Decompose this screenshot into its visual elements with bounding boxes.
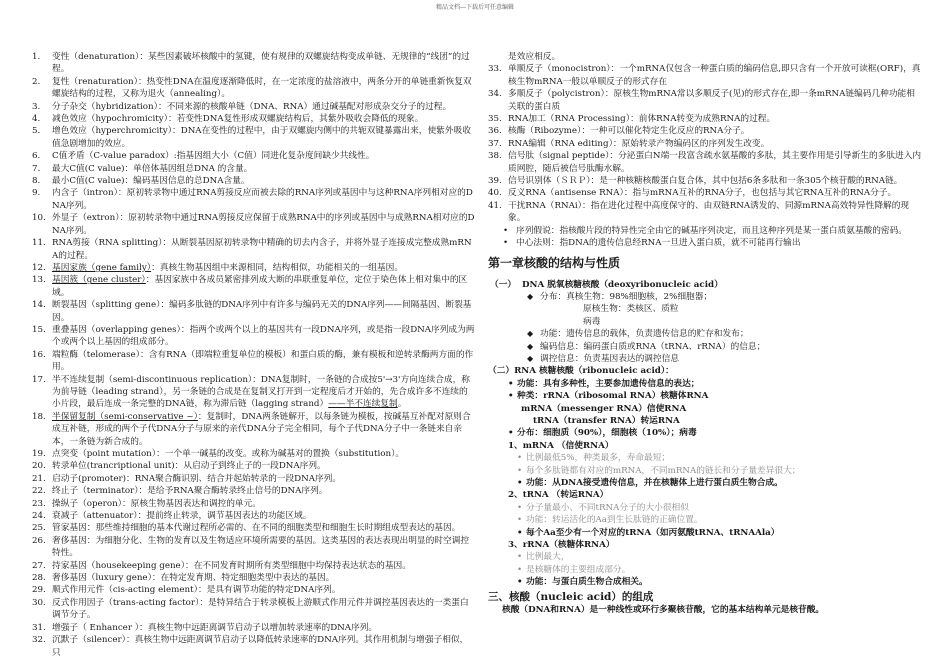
item-number: 13. (32, 275, 46, 286)
bullet-icon (517, 452, 522, 464)
rna-point (486, 390, 922, 427)
rna-type-point-text: 每个多肽链都有对应的mRNA，不同mRNA的链长和分子量差异很大； (526, 465, 801, 476)
diamond-icon (527, 353, 533, 365)
item-definition: 断裂基因（splitting gene）：编码多肽链的DNA序列中有许多与编码无关的DNA序列——间隔基因、断裂基因。 (52, 300, 472, 323)
dna-point-line (486, 328, 922, 340)
item-definition: 信号肽（signal peptide）：分泌蛋白N端一段富含疏水氨基酸的多肽，其主要作用是引导新生的多肽进入内质网腔，随后被信号肽酶水解。 (508, 151, 922, 174)
item-number: 31. (32, 622, 46, 633)
item-definition: 奢侈基因：为细胞分化、生物的发育以及生物适应环境所需要的基因。这类基因的表达表现出明显的时空调控特性。 (52, 535, 469, 559)
rna-type-title: 3、rRNA（核糖体RNA） (508, 540, 615, 551)
item-definition: 外显子（extron）：原初转录物中通过RNA剪接反应保留于成熟RNA中的序列或基因中与成熟RNA相对应的DNA序列。 (52, 213, 475, 236)
rna-section-title: （二）RNA 核糖核酸（ribonucleic acid）： (488, 366, 674, 377)
rna-type-title: 1、mRNA （信使RNA） (508, 440, 614, 451)
rna-type-block (486, 489, 922, 539)
item-number: 23. (32, 498, 46, 509)
item-number: 11. (32, 238, 46, 249)
rna-type-block (486, 539, 922, 589)
item-definition: 信号识别体（ＳＲＰ）：是一种核糖核酸蛋白复合体，其中包括6条多肽和一条305个核苷酸的RNA链。 (508, 176, 903, 187)
rna-point-list (486, 378, 922, 440)
glossary-item (486, 113, 922, 125)
bullet-icon (508, 378, 514, 390)
item-number: 33. (488, 64, 502, 75)
item-number: 8. (32, 176, 41, 187)
glossary-item (486, 138, 922, 150)
bullet-icon (517, 576, 523, 588)
rna-type-point-text: 是核糖体的主要组成部分。 (526, 564, 631, 575)
dna-point-text: 编码信息：编码蛋白质或RNA（tRNA、rRNA）的信息； (540, 341, 766, 352)
glossary-item (30, 324, 475, 349)
bullet-icon (517, 465, 522, 477)
item-definition: 最小C值(C value)：编码基因信息的总DNA含量。 (52, 176, 250, 187)
glossary-item (30, 498, 475, 510)
glossary-item (30, 597, 475, 622)
rna-point-text: 种类：rRNA（ribosomal RNA）核糖体RNA (517, 391, 709, 402)
rna-point-continuation: tRNA（transfer RNA）转运RNA (533, 415, 680, 426)
rna-type-block (486, 440, 922, 490)
rna-type-point (486, 514, 922, 526)
dna-point-text: 功能：遗传信息的载体，负责遗传信息的贮存和发布； (540, 329, 749, 340)
item-number: 19. (32, 449, 46, 459)
item-number: 9. (32, 188, 41, 199)
glossary-item (30, 187, 475, 212)
bullet-icon (517, 502, 522, 514)
bullet-icon (503, 225, 508, 237)
item-number: 30. (32, 597, 46, 608)
definition-text: ：复制时，DNA两条链解开，以每条链为模板，按碱基互补配对原则合成互补链，形成的两个子代DNA分子与原来的亲代DNA分子完全相同，每个子代DNA分子中一条链来自亲本，一条链为新合成的。 (52, 411, 471, 447)
rna-type-point (486, 527, 922, 539)
item-definition: 变性（denaturation）：某些因素破坏核酸中的氢键，使有规律的双螺旋结构变成单链、无规律的“线团”的过程。 (52, 52, 470, 75)
item-number: 6. (32, 151, 41, 162)
right-column (486, 51, 922, 616)
item-number: 18. (32, 411, 46, 422)
glossary-item (30, 622, 475, 634)
item-number: 16. (32, 349, 46, 360)
diamond-icon (527, 328, 533, 340)
item-number: 28. (32, 573, 46, 584)
item-definition: 复性（renaturation）：热变性DNA在温度逐渐降低时，在一定浓度的盐溶液中，两条分开的单链重新恢复双螺旋结构的过程，又称为退火（annealing）。 (52, 76, 472, 100)
item-definition: 最大C值(C value)：单倍体基因组总DNA 的含量。 (52, 163, 253, 174)
item-definition: RNA加工（RNA Processing）：前体RNA转变为成熟RNA的过程。 (508, 114, 776, 125)
glossary-item (486, 175, 922, 187)
item-definition (52, 262, 475, 274)
dna-point (486, 291, 922, 328)
glossary-item (30, 510, 475, 522)
composition-text: 核酸（DNA和RNA）是一种线性或环行多聚核苷酸，它的基本结构单元是核苷酸。 (502, 604, 825, 615)
page-header: 精品文档---下载后可任意编辑 (435, 4, 515, 11)
item-number: 7. (32, 163, 41, 174)
rna-section (486, 365, 922, 588)
rna-type-point (486, 452, 922, 464)
dna-point-continuation: 病毒 (583, 316, 601, 327)
glossary-item (486, 125, 922, 137)
glossary-item (30, 572, 475, 584)
rna-type-point (486, 576, 922, 588)
rna-point (486, 427, 922, 439)
glossary-item (30, 212, 475, 237)
dna-point (486, 328, 922, 340)
item-definition: RNA编辑（RNA editing）：原始转录产物编码区的序列发生改变。 (508, 138, 770, 149)
item-definition: 多顺反子（polycistron）：原核生物mRNA常以多顺反子(见)的形式存在,即一条mRNA链编码几种功能相关联的蛋白质 (508, 89, 915, 112)
rna-point-line (486, 378, 922, 390)
item-number: 22. (32, 486, 46, 497)
glossary-item (30, 175, 475, 187)
rna-type-point (486, 477, 922, 489)
definition-text: 。 (397, 399, 407, 410)
item-definition: 点突变（point mutation）：一个单一碱基的改变。或称为碱基对的置换（substitution）。 (52, 449, 405, 459)
rna-type-point-text: 分子量最小、不同tRNA分子的大小很相似 (526, 502, 689, 513)
rna-point-line (486, 427, 922, 439)
dna-section-label: （一） (490, 279, 517, 290)
glossary-item (30, 101, 475, 113)
item-definition: 增色效应（hyperchromicity）：DNA在变性的过程中，由于双螺旋内侧中的共轭双键暴露出来，使紫外吸收值急剧增加的效应。 (52, 126, 471, 149)
item-definition: RNA剪接（RNA splitting）：从断裂基因原初转录物中精确的切去内含子，并将外显子连接成完整成熟mRNA的过程。 (52, 238, 472, 261)
glossary-item (30, 113, 475, 125)
item-definition: 衰减子（attenuator）：提前终止转录，调节基因表达的功能区域。 (52, 511, 312, 522)
glossary-item (30, 485, 475, 497)
rna-type-point-text: 功能：从DNA接受遗传信息，并在核糖体上进行蛋白质生物合成。 (526, 478, 783, 488)
bullet-icon (508, 427, 514, 439)
item-number: 2. (32, 76, 41, 87)
bullet-icon (517, 514, 522, 526)
glossary-item (30, 51, 475, 76)
bullet-icon (517, 477, 523, 489)
item-number: 12. (32, 262, 46, 273)
rna-type-title: 2、tRNA （转运RNA） (508, 490, 609, 501)
rna-point (486, 378, 922, 390)
item-definition: 分子杂交（hybridization）：不同来源的核酸单链（DNA、RNA）通过碱基配对形成杂交分子的过程。 (52, 101, 452, 112)
item-number: 10. (32, 213, 46, 224)
left-column-glossary (30, 51, 475, 659)
bullet-icon (508, 390, 514, 402)
item-definition: 启动子(promoter)：RNA聚合酶识别、结合并起始转录的一段DNA序列。 (52, 473, 342, 484)
rna-type-point (486, 551, 922, 563)
item-number: 40. (488, 188, 502, 199)
glossary-item (30, 349, 475, 374)
right-column-glossary (486, 63, 922, 224)
dna-point-text: 调控信息：负责基因表达的调控信息 (540, 353, 679, 364)
bullet-icon (503, 237, 508, 249)
item-number: 36. (488, 126, 502, 137)
glossary-item (30, 448, 475, 460)
glossary-item (30, 237, 475, 262)
bullet-icon (517, 551, 522, 563)
item-number: 38. (488, 151, 502, 162)
note-text: 中心法则：指DNA的遗传信息经RNA一旦进入蛋白质，就不可能再行输出 (516, 238, 801, 249)
rna-type-point-text: 功能：转运活化的Aa到生长肽链的正确位置。 (526, 515, 703, 526)
bullet-icon (517, 564, 522, 576)
dna-point-continuation: 原核生物：类核区、质粒 (583, 304, 679, 315)
dna-point-line (486, 341, 922, 353)
item-number: 21. (32, 473, 46, 484)
item-definition: 反义RNA（antisense RNA）：指与mRNA互补的RNA分子，也包括与其它RNA互补的RNA分子。 (508, 188, 897, 199)
chapter-title: 第一章核酸的结构与性质 (488, 255, 621, 270)
glossary-item (30, 522, 475, 534)
item-number: 17. (32, 374, 46, 385)
glossary-item (30, 163, 475, 175)
dna-point-line (486, 291, 922, 303)
glossary-item (30, 374, 475, 411)
glossary-item (30, 535, 475, 560)
item-number: 20. (32, 461, 46, 472)
rna-type-point (486, 564, 922, 576)
dna-point-text: 分布：真核生物：98%细胞核，2%细胞器； (540, 291, 713, 302)
item-definition: C值矛盾（C-value paradox）:指基因组大小（C值）同进化复杂度间缺少共线性。 (52, 151, 375, 162)
item-number: 24. (32, 511, 46, 522)
item-number: 39. (488, 176, 502, 187)
item-definition: 终止子（terminator）：是给予RNA聚合酶转录终止信号的DNA序列。 (52, 486, 328, 497)
glossary-item (30, 150, 475, 162)
rna-type-point-text: 比例最大， (526, 552, 570, 563)
rna-type-point-text: 功能：与蛋白质生物合成相关。 (526, 577, 648, 588)
item-definition: 转录单位(trancriptional unit)：从启动子到终止子的一段DNA序列。 (52, 461, 326, 472)
note-item (486, 237, 922, 249)
notes-list (486, 225, 922, 250)
rna-point-continuation: mRNA（messenger RNA）信使RNA (521, 403, 687, 414)
rna-point-text: 功能：具有多种性，主要参加遗传信息的表达； (517, 378, 700, 389)
glossary-item (30, 125, 475, 150)
item-number: 5. (32, 126, 41, 137)
item-number: 26. (32, 535, 46, 546)
item-number: 32. (32, 635, 46, 646)
underlined-text: ——半不连续复制 (328, 399, 398, 410)
item-definition (52, 274, 475, 299)
underlined-text: 基因家族（gene family） (52, 262, 152, 273)
item-definition: 端粒酶（telomerase）：含有RNA（即端粒重复单位的模板）和蛋白质的酶，兼有模板和逆转录酶两方面的作用。 (52, 349, 474, 373)
glossary-item (30, 299, 475, 324)
definition-text: 半不连续复制（semi-discontinuous replication）：DNA复制时，一条链的合成按5'→3'方向连续合成，称为前导链（leading strand），另一条链的合成是在复制叉打开到一定程度后才开始的，先合成许多不连续的小片段，最后连成一条完整的DNA链，称为滞后链（lagging strand） (52, 374, 470, 410)
item-definition: 增强子（ Enhancer ）：真核生物中远距离调节启动子以增加转录速率的DNA序列。 (52, 622, 378, 633)
item-definition: 单顺反子（monocistron）：一个mRNA仅包含一种蛋白质的编码信息,即只含有一个开放可读框(ORF)，真核生物mRNA一般以单顺反子的形式存在 (508, 64, 921, 87)
item-definition: 奢侈基因（luxury gene）：在特定发育期、特定细胞类型中表达的基因。 (52, 573, 335, 584)
rna-type-list (486, 440, 922, 589)
item-number: 27. (32, 560, 46, 571)
note-item (486, 225, 922, 237)
item-number: 1. (32, 52, 41, 62)
item-number: 3. (32, 101, 41, 112)
item-definition: 反式作用因子（trans-acting factor）：是特异结合于转录模板上游顺式作用元件并调控基因表达的一类蛋白调节分子。 (52, 597, 469, 621)
glossary-item (30, 560, 475, 572)
dna-point-list (486, 291, 922, 365)
item-definition: 重叠基因（overlapping genes）：指两个或两个以上的基因共有一段DNA序列，或是指一段DNA序列成为两个或两个以上基因的组成部分。 (52, 324, 475, 348)
rna-point-text: 分布：细胞质（90%），细胞核（10%）；病毒 (517, 428, 697, 439)
glossary-item (486, 200, 922, 225)
item-definition: 沉默子（silencer）：真核生物中远距离调节启动子以降低转录速率的DNA序列。其作用机制与增强子相似，只 (52, 635, 469, 658)
rna-point-line (486, 390, 922, 402)
item-number: 29. (32, 585, 46, 596)
dna-point (486, 353, 922, 365)
glossary-item (30, 274, 475, 299)
glossary-item (30, 460, 475, 472)
item-number: 37. (488, 138, 502, 149)
item-number: 25. (32, 523, 46, 534)
item-number: 41. (488, 200, 502, 211)
dna-section (486, 279, 922, 366)
glossary-item (486, 187, 922, 199)
rna-type-point-text: 比例最低5%，种类最多，寿命最短； (526, 453, 671, 464)
glossary-item (30, 262, 475, 274)
underlined-text: 半保留复制（semi-conservative ~） (52, 411, 198, 422)
rna-type-point (486, 465, 922, 477)
dna-point (486, 341, 922, 353)
item-definition: 核酶（Ribozyme）：一种可以催化特定生化反应的RNA分子。 (508, 126, 750, 137)
item-definition: 操纵子（operon）：原核生物基因表达和调控的单元。 (52, 498, 261, 509)
item-definition: 持家基因（housekeeping gene）：在不同发育时期所有类型细胞中均保持表达状态的基因。 (52, 560, 411, 571)
item-definition: 内含子（intron）：原初转录物中通过RNA剪接反应而被去除的RNA序列或基因中与这种RNA序列相对应的DNA序列。 (52, 188, 473, 211)
glossary-item (30, 76, 475, 101)
continued-text: 是效应相反。 (508, 52, 561, 62)
definition-text: ：真核生物基因组中来源相同，结构相似，功能相关的一组基因。 (151, 262, 404, 273)
dna-section-title (486, 279, 922, 291)
item-number: 14. (32, 300, 46, 311)
note-text: 序列假说：指核酸片段的特异性完全由它的碱基序列决定，而且这种序列是某一蛋白质氨基酸的密码。 (516, 225, 907, 236)
rna-type-point (486, 502, 922, 514)
glossary-item (30, 411, 475, 448)
item-definition: 减色效应（hypochromicity）：若变性DNA复性形成双螺旋结构后，其紫外吸收会降低的现象。 (52, 114, 424, 125)
rna-type-point-text: 每个Aa至少有一个对应的tRNA（如丙氨酸tRNA、tRNAAla） (526, 527, 780, 538)
item-number: 4. (32, 114, 41, 125)
glossary-item (30, 584, 475, 596)
glossary-item (486, 63, 922, 88)
underlined-text: 基因簇（gene cluster） (52, 275, 146, 286)
dna-section-heading: DNA 脱氧核糖核酸（deoxyribonucleic acid） (522, 279, 723, 290)
item-number: 34. (488, 89, 502, 100)
item-definition (52, 411, 475, 448)
diamond-icon (527, 341, 533, 353)
glossary-item (30, 634, 475, 659)
glossary-item (486, 88, 922, 113)
item-definition (52, 374, 475, 411)
item-number: 15. (32, 324, 46, 335)
item-number: 35. (488, 114, 502, 125)
bullet-icon (517, 527, 523, 539)
glossary-item (30, 473, 475, 485)
item-definition: 顺式作用元件（cis-acting element）：是具有调节功能的特定DNA序列。 (52, 585, 341, 596)
diamond-icon (527, 291, 533, 303)
composition-title: 三、核酸（nucleic acid）的组成 (488, 590, 654, 603)
item-definition: 干扰RNA（RNAi）：指在进化过程中高度保守的、由双链RNA诱发的、同源mRNA高效特异性降解的现象。 (508, 200, 910, 224)
definition-text: ：基因家族中各成员紧密排列成大断的串联重复单位，定位于染色体上相对集中的区域。 (52, 275, 468, 298)
dna-point-line (486, 353, 922, 365)
item-definition: 管家基因：那些维持细胞的基本代谢过程所必需的、在不同的细胞类型和细胞生长时期组成型表达的基因。 (52, 523, 461, 534)
glossary-item (486, 150, 922, 175)
